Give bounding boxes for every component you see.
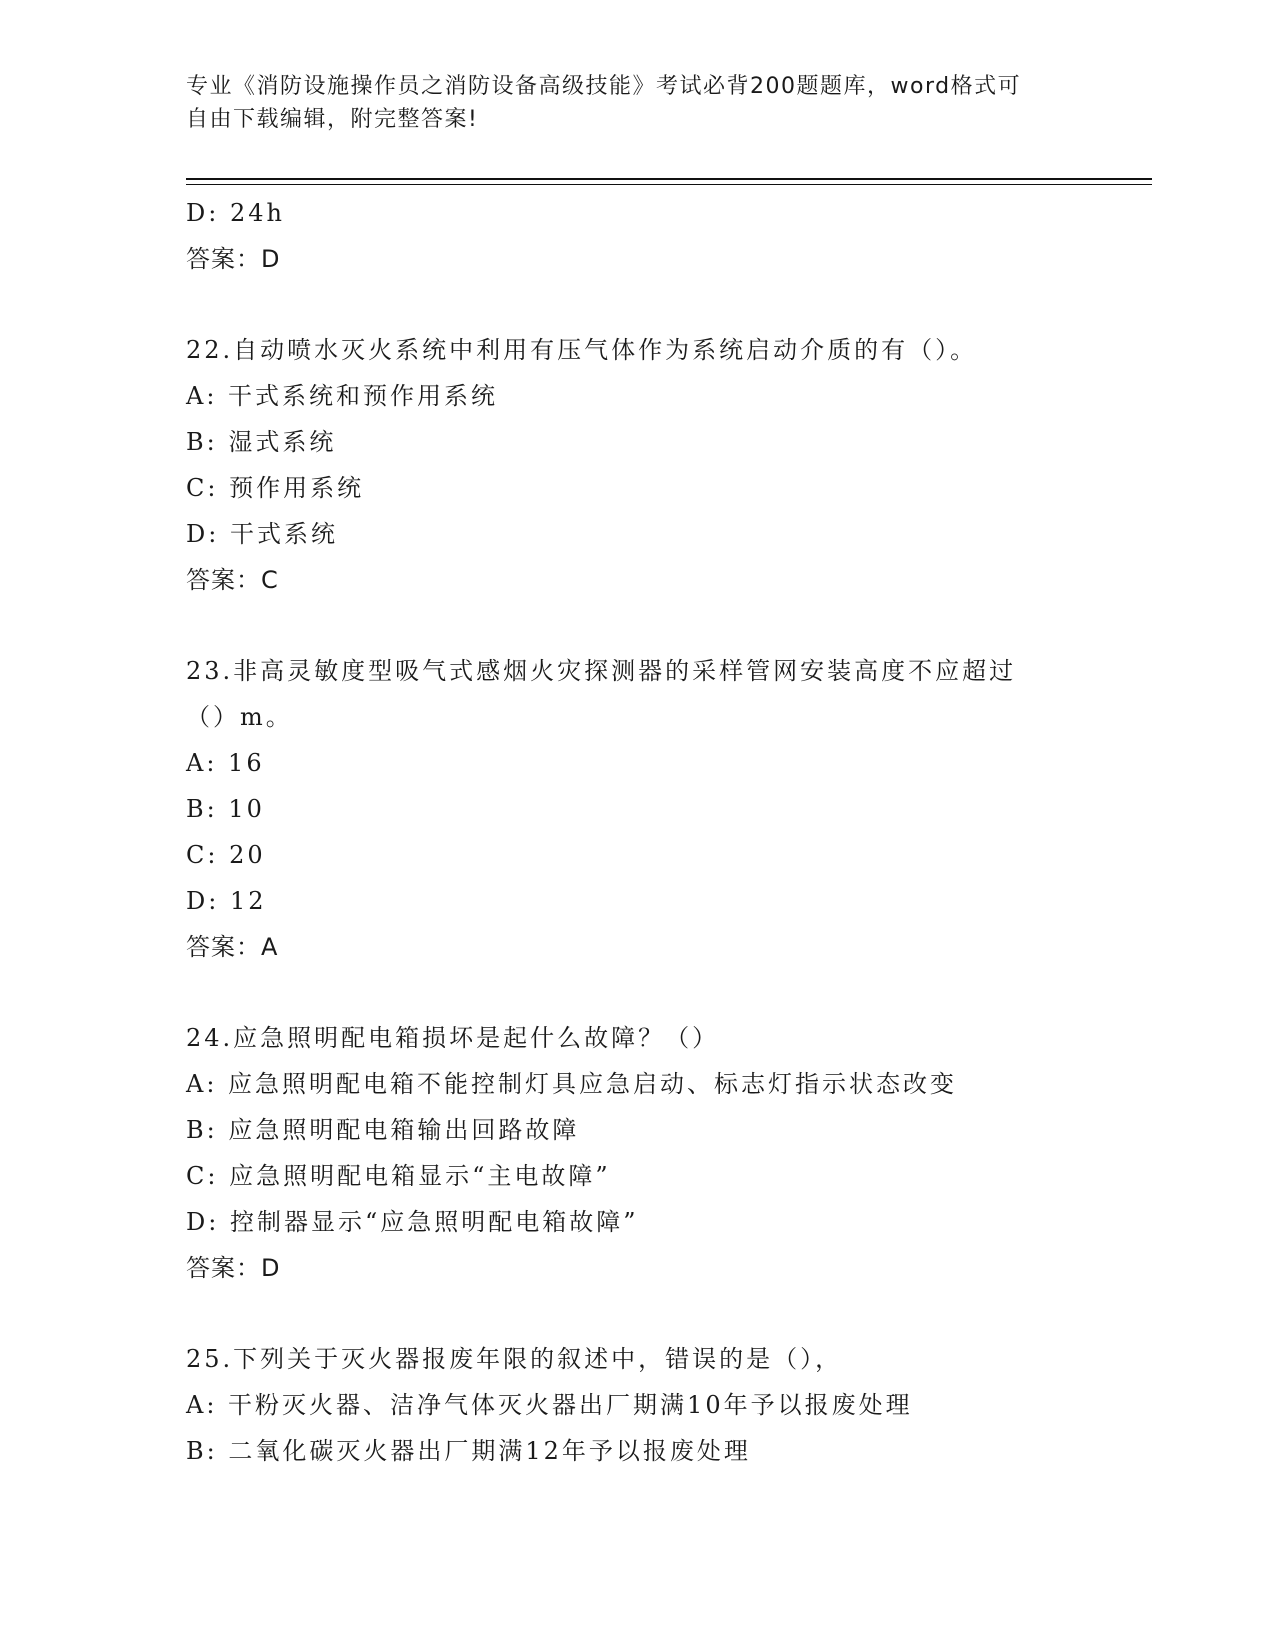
option-a: A: 16: [186, 749, 265, 777]
question-23: [186, 648, 1086, 970]
question-25: [186, 1336, 1086, 1474]
option-c: C: 预作用系统: [186, 474, 365, 502]
answer: 答案：C: [186, 566, 279, 594]
option-d: D: 24h: [186, 199, 285, 227]
option-b: B: 二氧化碳灭火器出厂期满12年予以报废处理: [186, 1437, 751, 1465]
option-a: A: 干式系统和预作用系统: [186, 382, 499, 410]
option-b: B: 应急照明配电箱输出回路故障: [186, 1116, 580, 1144]
page-content: [186, 190, 1086, 1474]
question-stem: 25.下列关于灭火器报废年限的叙述中，错误的是（），: [186, 1345, 843, 1373]
header-rule-thick: [186, 178, 1152, 180]
option-c: C: 应急照明配电箱显示“主电故障”: [186, 1162, 611, 1190]
option-d: D: 干式系统: [186, 520, 338, 548]
option-d: D: 控制器显示“应急照明配电箱故障”: [186, 1208, 639, 1236]
option-b: B: 湿式系统: [186, 428, 337, 456]
answer: 答案：A: [186, 933, 279, 961]
document-header: [186, 70, 1086, 136]
option-c: C: 20: [186, 841, 266, 869]
question-stem: 22.自动喷水灭火系统中利用有压气体作为系统启动介质的有（）。: [186, 336, 978, 364]
option-a: A: 干粉灭火器、洁净气体灭火器出厂期满10年予以报废处理: [186, 1391, 913, 1419]
question-22: [186, 327, 1086, 603]
question-24: [186, 1015, 1086, 1291]
answer: 答案：D: [186, 245, 281, 273]
header-line-1: 专业《消防设施操作员之消防设备高级技能》考试必背200题题库，word格式可: [186, 74, 1022, 99]
answer: 答案：D: [186, 1254, 281, 1282]
header-line-2: 自由下载编辑，附完整答案!: [186, 107, 479, 132]
option-d: D: 12: [186, 887, 267, 915]
question-stem-continued: （）m。: [186, 703, 293, 731]
question-stem: 24.应急照明配电箱损坏是起什么故障？（）: [186, 1024, 720, 1052]
header-rule-thin: [186, 184, 1152, 185]
option-b: B: 10: [186, 795, 265, 823]
question-stem: 23.非高灵敏度型吸气式感烟火灾探测器的采样管网安装高度不应超过: [186, 657, 1017, 685]
option-a: A: 应急照明配电箱不能控制灯具应急启动、标志灯指示状态改变: [186, 1070, 958, 1098]
